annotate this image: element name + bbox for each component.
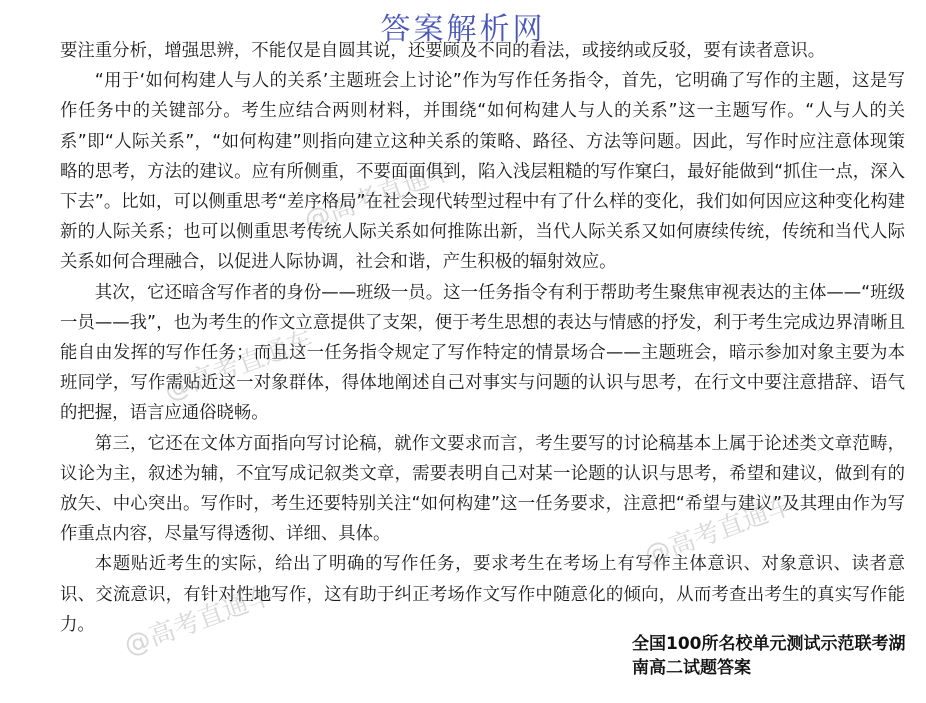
background-stamp: @高考直通车 bbox=[640, 490, 798, 572]
background-stamp: @高考直通车 bbox=[120, 580, 278, 662]
site-watermark-title: 答案解析网 bbox=[380, 12, 546, 47]
background-stamp: @高考直通车 bbox=[160, 325, 318, 407]
paragraph-summary: 本题贴近考生的实际，给出了明确的写作任务，要求考生在考场上有写作主体意识、对象意识、读者意识、交流意识，有针对性地写作，这有助于纠正考场作文写作中随意化的倾向，从而考查出考生的真实写作能力。 bbox=[60, 554, 905, 635]
source-caption: 全国100所名校单元测试示范联考湖南高二试题答案 bbox=[632, 632, 922, 680]
background-stamp: @高考直通车 bbox=[300, 155, 458, 237]
paragraph-continuation: 要注重分析，增强思辨，不能仅是自圆其说，还要顾及不同的看法，或接纳或反驳，要有读者意识。 bbox=[60, 41, 826, 61]
document-body bbox=[60, 36, 905, 640]
paragraph-writer-identity: 其次，它还暗含写作者的身份——班级一员。这一任务指令有利于帮助考生聚焦审视表达的主体——“班级一员——我”，也为考生的作文立意提供了支架，便于考生思想的表达与情感的抒发，利于考生完成边界清晰且能自由发挥的写作任务；而且这一任务指令规定了写作特定的情景场合——主题班会，暗示参加对象主要为本班同学，写作需贴近这一对象群体，得体地阐述自己对事实与问题的认识与思考，在行文中要注意措辞、语气的把握，语言应通俗晓畅。 bbox=[60, 282, 905, 424]
paragraph-genre: 第三，它还在文体方面指向写讨论稿，就作文要求而言，考生要写的讨论稿基本上属于论述类文章范畴，议论为主，叙述为辅，不宜写成记叙类文章，需要表明自己对某一论题的认识与思考，希望和建议，做到有的放矢、中心突出。写作时，考生还要特别关注“如何构建”这一任务要求，注意把“希望与建议”及其理由作为写作重点内容，尽量写得透彻、详细、具体。 bbox=[60, 433, 905, 545]
paragraph-task-theme: “用于‘如何构建人与人的关系’主题班会上讨论”作为写作任务指令，首先，它明确了写作的主题，这是写作任务中的关键部分。考生应结合两则材料，并围绕“如何构建人与人的关系”这一主题写作。“人与人的关系”即“人际关系”，“如何构建”则指向建立这种关系的策略、路径、方法等问题。因此，写作时应注意体现策略的思考，方法的建议。应有所侧重，不要面面俱到，陷入浅层粗糙的写作窠臼，最好能做到“抓住一点，深入下去”。比如，可以侧重思考“差序格局”在社会现代转型过程中有了什么样的变化，我们如何因应这种变化构建新的人际关系；也可以侧重思考传统人际关系如何推陈出新，当代人际关系又如何赓续传统，传统和当代人际关系如何合理融合，以促进人际协调，社会和谐，产生积极的辐射效应。 bbox=[60, 71, 905, 273]
